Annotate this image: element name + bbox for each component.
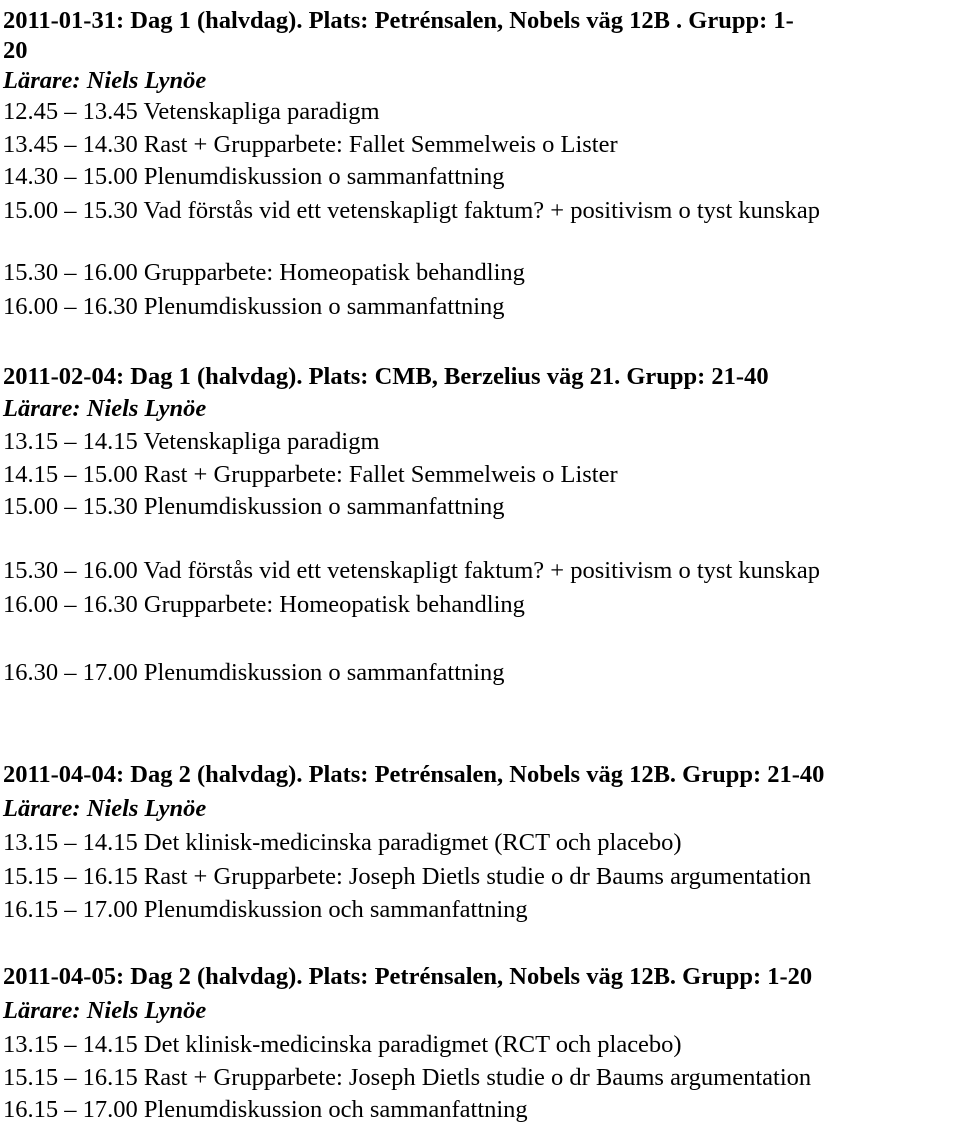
schedule-activity: Plenumdiskussion och sammanfattning [143,1096,528,1123]
schedule-activity: Plenumdiskussion o sammanfattning [143,659,505,686]
schedule-item [3,258,525,288]
schedule-item [3,427,380,457]
teacher-label: Lärare: Niels Lynöe [3,395,207,422]
schedule-item [3,460,618,490]
schedule-time: 14.15 – 15.00 [3,461,138,488]
schedule-time: 15.30 – 16.00 [3,259,138,286]
schedule-activity: Det klinisk-medicinska paradigmet (RCT och placebo) [143,829,682,856]
schedule-time: 16.00 – 16.30 [3,293,138,320]
schedule-time: 12.45 – 13.45 [3,98,138,125]
schedule-activity: Rast + Grupparbete: Fallet Semmelweis o Lister [143,131,618,158]
schedule-item [3,590,525,620]
schedule-time: 14.30 – 15.00 [3,163,138,190]
schedule-time: 15.15 – 16.15 [3,863,138,890]
schedule-time: 16.30 – 17.00 [3,659,138,686]
schedule-activity: Plenumdiskussion och sammanfattning [143,896,528,923]
schedule-activity: Vetenskapliga paradigm [143,98,380,125]
schedule-item [3,895,528,925]
schedule-activity: Rast + Grupparbete: Fallet Semmelweis o Lister [143,461,618,488]
teacher-label: Lärare: Niels Lynöe [3,997,207,1024]
schedule-item [3,292,505,322]
schedule-time: 15.30 – 16.00 [3,557,138,584]
schedule-activity: Plenumdiskussion o sammanfattning [143,163,505,190]
session-heading-continued: 20 [3,37,28,64]
schedule-item [3,862,811,892]
schedule-item [3,1095,528,1125]
schedule-time: 13.15 – 14.15 [3,428,138,455]
teacher-label: Lärare: Niels Lynöe [3,67,207,94]
schedule-time: 13.45 – 14.30 [3,131,138,158]
schedule-item [3,1063,811,1093]
schedule-item [3,492,505,522]
schedule-time: 16.15 – 17.00 [3,1096,138,1123]
schedule-time: 15.00 – 15.30 [3,197,138,224]
schedule-time: 13.15 – 14.15 [3,829,138,856]
schedule-activity: Grupparbete: Homeopatisk behandling [143,259,525,286]
schedule-activity: Plenumdiskussion o sammanfattning [143,493,505,520]
session-heading: 2011-02-04: Dag 1 (halvdag). Plats: CMB, Berzelius väg 21. Grupp: 21-40 [3,363,769,390]
schedule-item [3,97,380,127]
schedule-time: 15.00 – 15.30 [3,493,138,520]
schedule-time: 16.15 – 17.00 [3,896,138,923]
schedule-activity: Vad förstås vid ett vetenskapligt faktum? + positivism o tyst kunskap [143,197,821,224]
schedule-time: 15.15 – 16.15 [3,1064,138,1091]
schedule-item [3,556,820,586]
schedule-activity: Det klinisk-medicinska paradigmet (RCT och placebo) [143,1031,682,1058]
schedule-activity: Vetenskapliga paradigm [143,428,380,455]
schedule-item [3,196,820,226]
schedule-item [3,658,505,688]
schedule-activity: Rast + Grupparbete: Joseph Dietls studie o dr Baums argumentation [143,1064,812,1091]
schedule-item [3,162,505,192]
schedule-activity: Rast + Grupparbete: Joseph Dietls studie o dr Baums argumentation [143,863,812,890]
session-heading: 2011-04-05: Dag 2 (halvdag). Plats: Petrénsalen, Nobels väg 12B. Grupp: 1-20 [3,963,813,990]
schedule-item [3,1030,682,1060]
schedule-activity: Vad förstås vid ett vetenskapligt faktum? + positivism o tyst kunskap [143,557,821,584]
session-heading: 2011-01-31: Dag 1 (halvdag). Plats: Petrénsalen, Nobels väg 12B . Grupp: 1- [3,7,794,34]
schedule-item [3,130,618,160]
schedule-time: 16.00 – 16.30 [3,591,138,618]
schedule-activity: Plenumdiskussion o sammanfattning [143,293,505,320]
schedule-time: 13.15 – 14.15 [3,1031,138,1058]
teacher-label: Lärare: Niels Lynöe [3,795,207,822]
session-heading: 2011-04-04: Dag 2 (halvdag). Plats: Petrénsalen, Nobels väg 12B. Grupp: 21-40 [3,761,825,788]
schedule-activity: Grupparbete: Homeopatisk behandling [143,591,525,618]
schedule-item [3,828,682,858]
